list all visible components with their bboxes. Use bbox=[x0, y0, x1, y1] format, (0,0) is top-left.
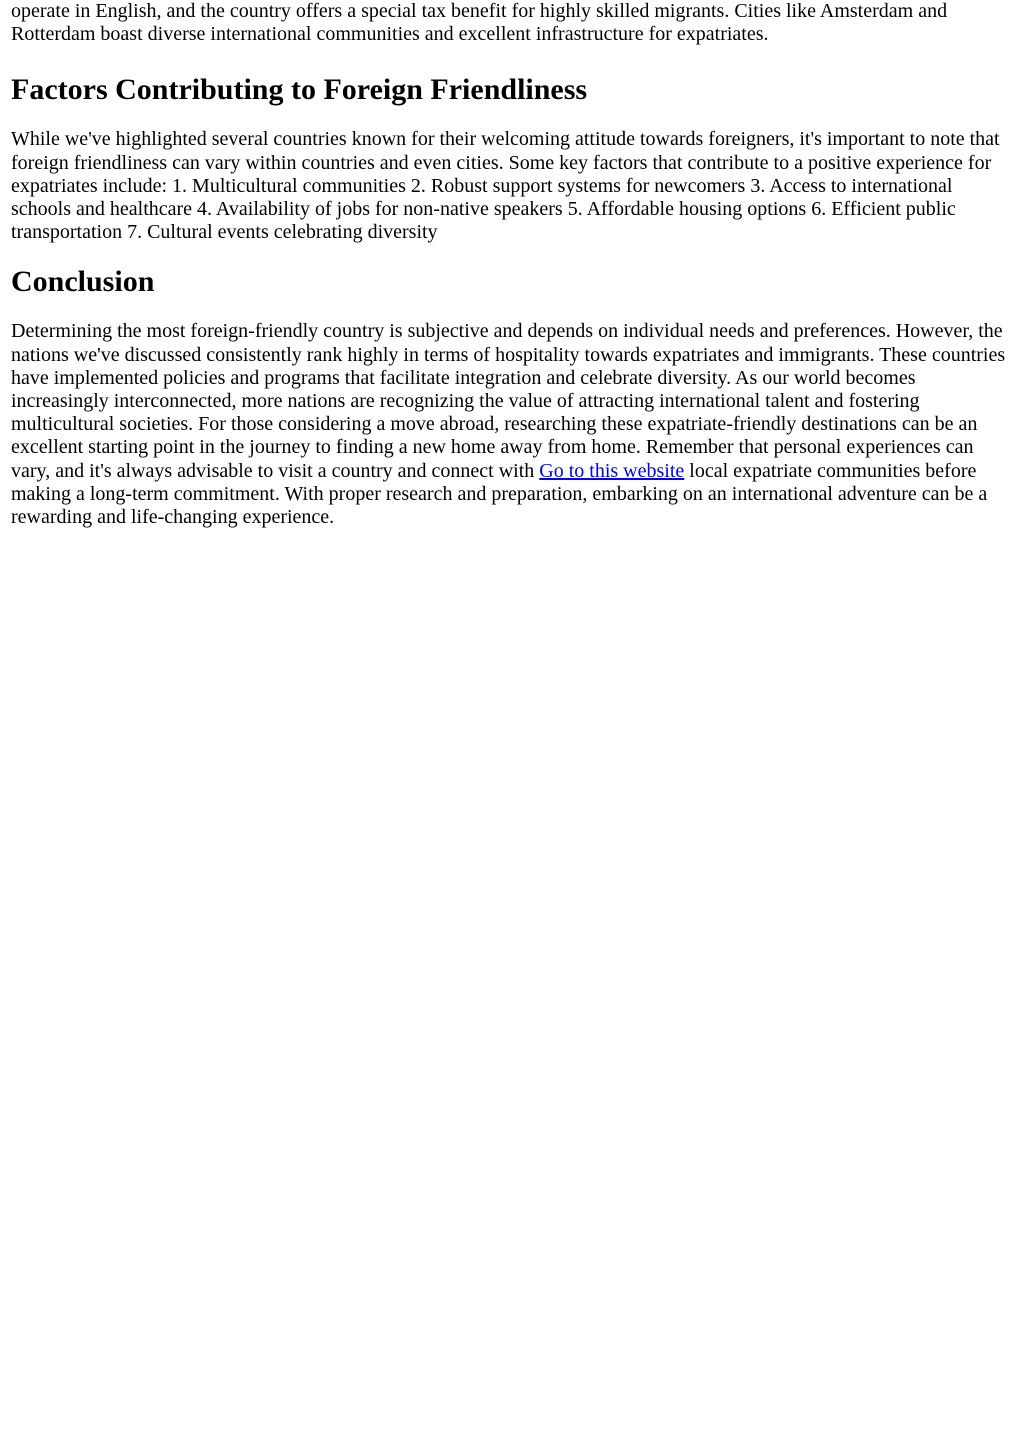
conclusion-text-after-link: local expatriate communities before making a long-term commitment. With proper research and preparation, embarking on an international adventure can be a rewarding and life-changing experience. bbox=[11, 459, 988, 529]
factors-heading: Factors Contributing to Foreign Friendliness bbox=[11, 73, 588, 107]
conclusion-text-before-link: Determining the most foreign-friendly country is subjective and depends on individual needs and preferences. However, the nations we've discussed consistently rank highly in terms of hospitality towards expatriates and immigrants. These countries have implemented policies and programs that facilitate integration and celebrate diversity. As our world becomes increasingly interconnected, more nations are recognizing the value of attracting international talent and fostering multicultural societies. For those considering a move abroad, researching these expatriate-friendly destinations can be an excellent starting point in the journey to finding a new home away from home. Remember that personal experiences can vary, and it's always advisable to visit a country and connect with bbox=[11, 320, 1006, 482]
conclusion-paragraph bbox=[11, 320, 1007, 529]
article-page bbox=[11, 0, 1007, 529]
conclusion-heading: Conclusion bbox=[11, 265, 155, 299]
factors-paragraph: While we've highlighted several countries known for their welcoming attitude towards foreigners, it's important to note that foreign friendliness can vary within countries and even cities. Some key factors that contribute to a positive experience for expatriates include: 1. Multicultural communities 2. Robust support systems for newcomers 3. Access to international schools and healthcare 4. Availability of jobs for non-native speakers 5. Affordable housing options 6. Efficient public transportation 7. Cultural events celebrating diversity bbox=[11, 128, 1000, 244]
intro-paragraph: operate in English, and the country offers a special tax benefit for highly skilled migrants. Cities like Amsterdam and Rotterdam boast diverse international communities and excellent infrastructure for expatriates. bbox=[11, 0, 948, 46]
website-link[interactable]: Go to this website bbox=[539, 459, 685, 482]
